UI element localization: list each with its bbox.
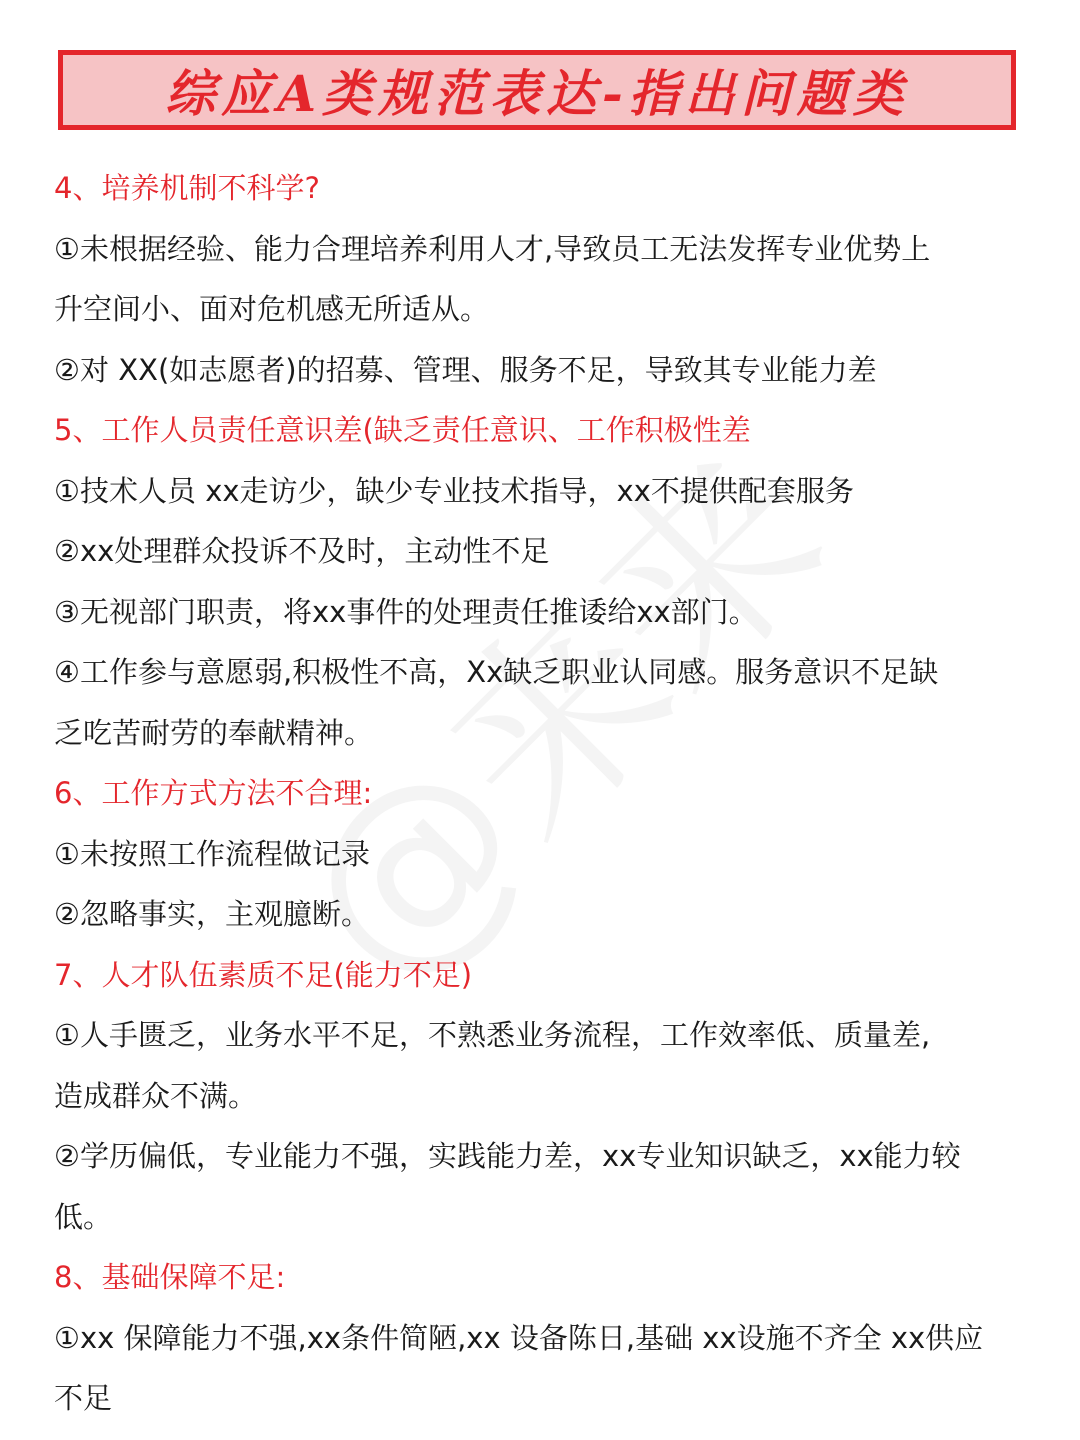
list-item-line: ②学历偏低，专业能力不强，实践能力差，xx专业知识缺乏，xx能力较 bbox=[54, 1139, 961, 1173]
list-item-line: 造成群众不满。 bbox=[54, 1078, 258, 1113]
list-item-line: ③无视部门职责，将xx事件的处理责任推诿给xx部门。 bbox=[54, 594, 758, 629]
title-banner bbox=[58, 50, 1016, 130]
list-item-line: ②对 XX(如志愿者)的招募、管理、服务不足，导致其专业能力差 bbox=[54, 352, 877, 387]
section-heading: 4、培养机制不科学? bbox=[54, 171, 320, 205]
section-heading: 6、工作方式方法不合理: bbox=[54, 776, 373, 810]
list-item-line: 低。 bbox=[54, 1199, 113, 1234]
list-item-line: ①技术人员 xx走访少，缺少专业技术指导，xx不提供配套服务 bbox=[54, 473, 854, 508]
document-body bbox=[54, 158, 1034, 1429]
list-item-line: ①未按照工作流程做记录 bbox=[54, 836, 370, 871]
list-item-line: 不足 bbox=[54, 1381, 113, 1415]
list-item-line: 乏吃苦耐劳的奉献精神。 bbox=[54, 715, 374, 750]
list-item-line: ②xx处理群众投诉不及时，主动性不足 bbox=[54, 534, 550, 568]
list-item-line: 升空间小、面对危机感无所适从。 bbox=[54, 292, 490, 326]
section-heading: 5、工作人员责任意识差(缺乏责任意识、工作积极性差 bbox=[54, 413, 751, 447]
page-title: 综应A类规范表达-指出问题类 bbox=[165, 64, 909, 123]
list-item-line: ④工作参与意愿弱,积极性不高，Xx缺乏职业认同感。服务意识不足缺 bbox=[54, 655, 939, 689]
list-item-line: ①人手匮乏，业务水平不足，不熟悉业务流程，工作效率低、质量差, bbox=[54, 1018, 931, 1052]
section-heading: 8、基础保障不足: bbox=[54, 1260, 286, 1294]
section-heading: 7、人才队伍素质不足(能力不足) bbox=[54, 957, 473, 992]
list-item-line: ②忽略事实，主观臆断。 bbox=[54, 897, 370, 931]
list-item-line: ①未根据经验、能力合理培养利用人才,导致员工无法发挥专业优势上 bbox=[54, 231, 931, 266]
list-item-line: ①xx 保障能力不强,xx条件简陋,xx 设备陈日,基础 xx设施不齐全 xx供应 bbox=[54, 1320, 984, 1355]
